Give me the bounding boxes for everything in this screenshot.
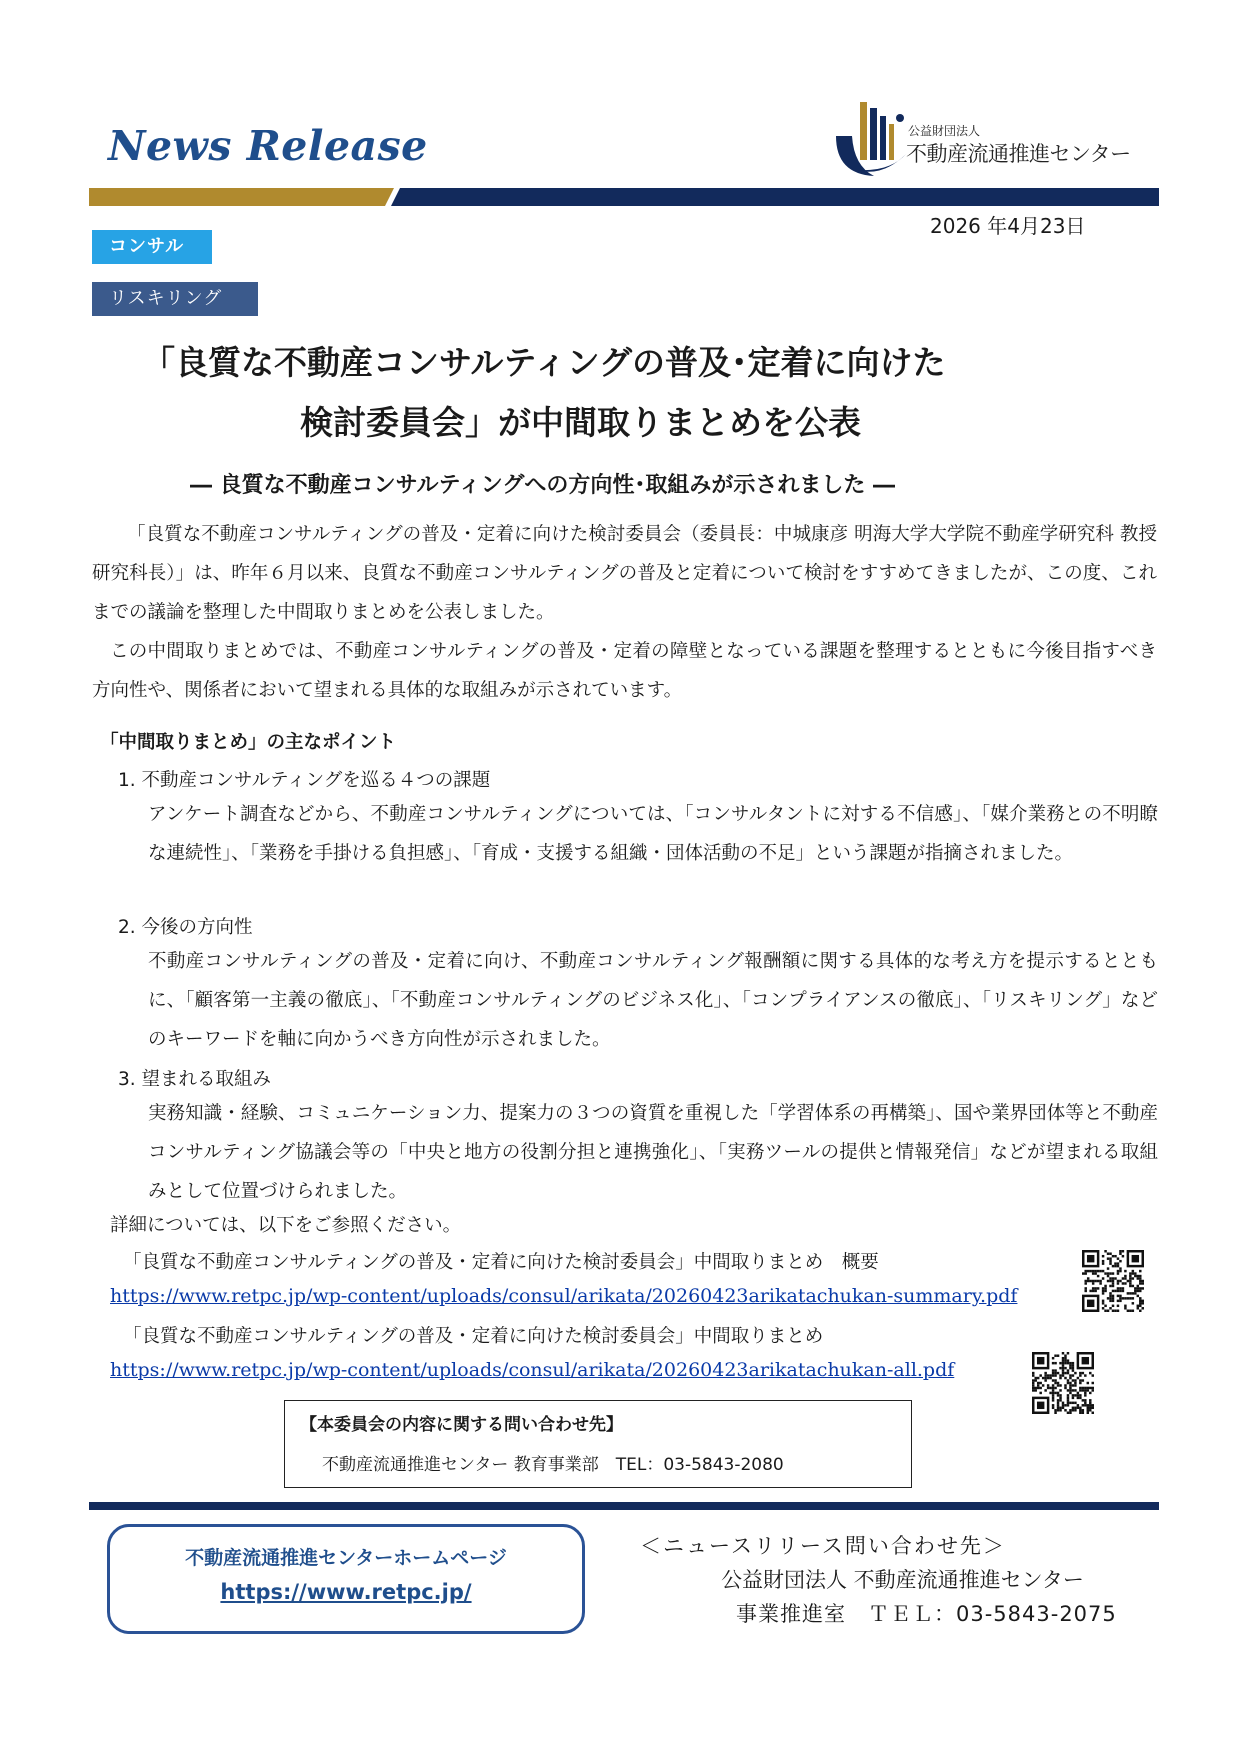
tag-reskilling: リスキリング: [92, 282, 258, 316]
point-2-title: 2. 今後の方向性: [118, 917, 253, 938]
header-divider-bar: [89, 188, 1159, 206]
point-2-body: 不動産コンサルティングの普及・定着に向け、不動産コンサルティング報酬額に関する具体的な考え方を提示するとともに、「顧客第一主義の徹底」、「不動産コンサルティングのビジネス化」、「コンプライアンスの徹底」、「リスキリング」などのキーワードを軸に向かうべき方向性が示されました。: [148, 951, 1158, 1050]
logo-org-type: 公益財団法人: [908, 124, 981, 138]
contact-heading: 【本委員会の内容に関する問い合わせ先】: [300, 1415, 623, 1435]
subheadline: ― 良質な不動産コンサルティングへの方向性･取組みが示されました ―: [190, 473, 896, 498]
inquiry-dept: 事業推進室 ＴＥＬ：03-5843-2075: [736, 1602, 1117, 1626]
point-3-title: 3. 望まれる取組み: [118, 1069, 272, 1090]
building-bars-icon: [836, 102, 906, 176]
doc-summary-label: 「良質な不動産コンサルティングの普及・定着に向けた検討委員会」中間取りまとめ 概要: [123, 1252, 879, 1273]
homepage-title: 不動産流通推進センターホームページ: [185, 1547, 507, 1569]
doc-full-label: 「良質な不動産コンサルティングの普及・定着に向けた検討委員会」中間取りまとめ: [123, 1326, 824, 1347]
homepage-box: [107, 1524, 585, 1634]
point-3-body: 実務知識・経験、コミュニケーション力、提案力の３つの資質を重視した「学習体系の再構築」、国や業界団体等と不動産コンサルティング協議会等の「中央と地方の役割分担と連携強化」、「実務ツールの提供と情報発信」などが望まれる取組みとして位置づけられました。: [148, 1103, 1158, 1202]
body-paragraph-1: 「良質な不動産コンサルティングの普及・定着に向けた検討委員会（委員長：中城康彦 明海大学大学院不動産学研究科 教授 研究科長）」は、昨年６月以来、良質な不動産コンサルティングの普及と定着について検討をすすめてきましたが、この度、これまでの議論を整理した中間取りまとめを公表しました。: [92, 524, 1157, 623]
homepage-link[interactable]: [107, 1580, 585, 1604]
point-1-title: 1. 不動産コンサルティングを巡る４つの課題: [118, 770, 491, 791]
body-paragraph-2: この中間取りまとめでは、不動産コンサルティングの普及・定着の障壁となっている課題を整理するとともに今後目指すべき方向性や、関係者において望まれる具体的な取組みが示されています。: [92, 641, 1157, 701]
points-heading: 「中間取りまとめ」の主なポイント: [100, 732, 397, 753]
homepage-url[interactable]: https://www.retpc.jp/: [220, 1580, 472, 1604]
footer-divider-bar: [89, 1502, 1159, 1510]
contact-body: 不動産流通推進センター 教育事業部 TEL：03-5843-2080: [322, 1455, 784, 1475]
details-intro: 詳細については、以下をご参照ください。: [110, 1215, 462, 1236]
tag-consul: コンサル: [92, 230, 212, 264]
doc-full-link[interactable]: https://www.retpc.jp/wp-content/uploads/consul/arikata/20260423arikatachukan-all.pdf: [110, 1359, 955, 1381]
point-1-body: アンケート調査などから、不動産コンサルティングについては、「コンサルタントに対する不信感」、「媒介業務との不明瞭な連続性」、「業務を手掛ける負担感」、「育成・支援する組織・団体活動の不足」という課題が指摘されました。: [148, 804, 1158, 864]
qr-code-icon[interactable]: [1082, 1250, 1144, 1312]
doc-summary-link[interactable]: https://www.retpc.jp/wp-content/uploads/consul/arikata/20260423arikatachukan-summary.pdf: [110, 1285, 1018, 1307]
headline-line-2: 検討委員会」が中間取りまとめを公表: [300, 403, 861, 442]
inquiry-heading: ＜ニュースリリース問い合わせ先＞: [640, 1534, 1006, 1558]
inquiry-org: 公益財団法人 不動産流通推進センター: [721, 1568, 1084, 1592]
news-release-title: News Release: [108, 122, 428, 170]
release-date: 2026 年4月23日: [930, 214, 1086, 238]
qr-code-icon[interactable]: [1032, 1352, 1094, 1414]
headline-line-1: 「良質な不動産コンサルティングの普及･定着に向けた: [142, 343, 946, 382]
logo-org-name: 不動産流通推進センター: [906, 142, 1131, 166]
